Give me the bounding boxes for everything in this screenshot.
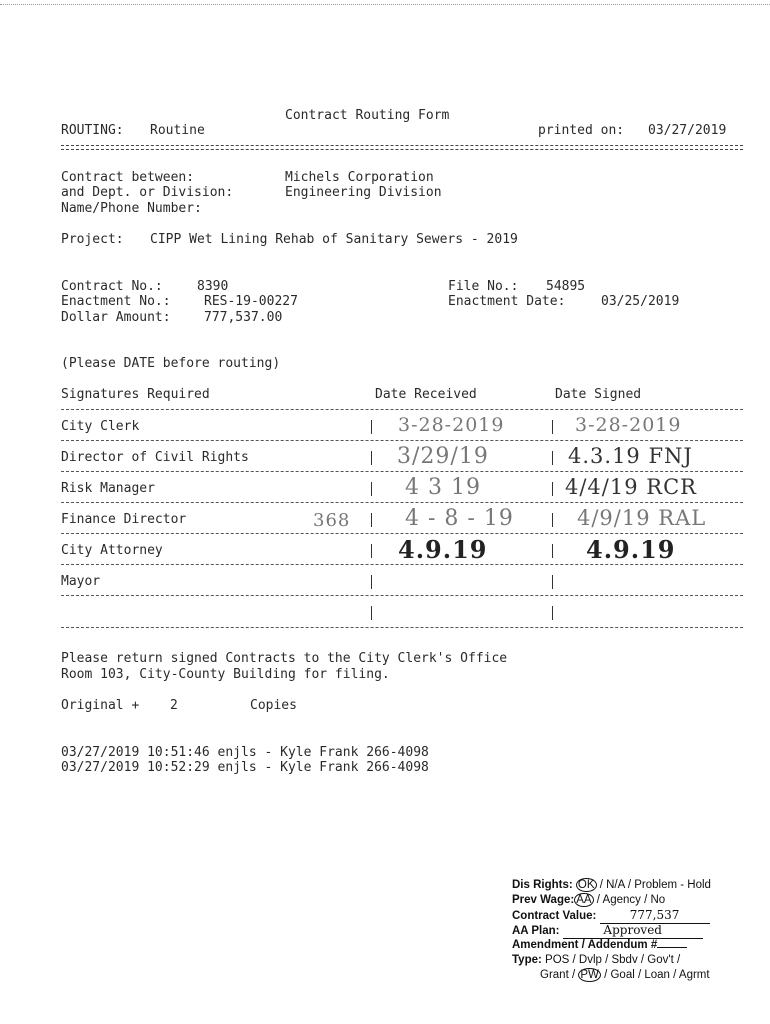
dis-rights-options: / N/A / Problem - Hold: [599, 879, 711, 891]
column-bar: [371, 420, 372, 434]
amendment-blank: [657, 947, 687, 948]
review-stamp: [512, 878, 732, 983]
row-divider: [61, 471, 743, 472]
date-signed-handwritten: 4.9.19: [586, 535, 676, 564]
type-options-pre: Grant /: [540, 969, 576, 981]
column-bar: [371, 544, 372, 558]
printed-date: 03/27/2019: [648, 123, 727, 138]
contract-value-handwritten: 777,537: [600, 908, 710, 924]
type-selected: PW: [580, 969, 599, 981]
copies-label: Original +: [61, 698, 140, 713]
dollar-amount: 777,537.00: [204, 310, 283, 325]
prev-wage-selected: AA: [576, 894, 592, 906]
role-label: Director of Civil Rights: [61, 450, 249, 465]
project-value: CIPP Wet Lining Rehab of Sanitary Sewers - 2019: [150, 232, 518, 247]
aa-plan-row: [512, 923, 732, 938]
date-signed-handwritten: 4/4/19 RCR: [565, 475, 697, 499]
type-options-line1: POS / Dvlp / Sbdv / Gov't /: [545, 954, 681, 966]
contract-no: 8390: [197, 279, 229, 294]
role-label: City Clerk: [61, 419, 140, 434]
column-bar: [371, 482, 372, 496]
enactment-date: 03/25/2019: [601, 294, 680, 309]
date-received-handwritten: 4.9.19: [398, 535, 488, 564]
enactment-no: RES-19-00227: [204, 294, 298, 309]
type-row: [512, 953, 732, 968]
name-phone-label: Name/Phone Number:: [61, 201, 202, 216]
project-label: Project:: [61, 232, 124, 247]
date-signed-handwritten: 4/9/19 RAL: [577, 506, 707, 530]
column-bar: [552, 482, 553, 496]
amendment-label: Amendment / Addendum #: [512, 939, 658, 951]
row-divider: [61, 627, 743, 628]
column-bar: [552, 544, 553, 558]
amendment-row: [512, 938, 732, 953]
contract-no-label: Contract No.:: [61, 279, 163, 294]
date-received-handwritten: 4 3 19: [405, 475, 481, 500]
date-received-handwritten: 3-28-2019: [398, 414, 505, 436]
prev-wage-options: / Agency / No: [596, 894, 666, 906]
column-bar: [371, 575, 372, 589]
scan-edge-line: [0, 4, 770, 5]
dept-label: and Dept. or Division:: [61, 185, 234, 200]
row-divider: [61, 564, 743, 565]
margin-note-handwritten: 368: [313, 510, 351, 531]
routing-label: ROUTING:: [61, 123, 124, 138]
column-bar: [552, 606, 553, 620]
type-label: Type:: [512, 954, 542, 966]
table-divider: [61, 409, 743, 410]
date-received-handwritten: 4 - 8 - 19: [405, 506, 514, 531]
type-options-post: / Goal / Loan / Agrmt: [604, 969, 710, 981]
row-divider: [61, 533, 743, 534]
role-label: Mayor: [61, 574, 101, 589]
col-signatures-required: Signatures Required: [61, 387, 210, 402]
col-date-received: Date Received: [375, 387, 477, 402]
dis-rights-selected: OK: [577, 879, 595, 891]
role-label: Finance Director: [61, 512, 187, 527]
column-bar: [371, 606, 372, 620]
col-date-signed: Date Signed: [555, 387, 642, 402]
role-label: Risk Manager: [61, 481, 155, 496]
dept-value: Engineering Division: [285, 185, 442, 200]
contract-value-row: [512, 908, 732, 923]
row-divider: [61, 502, 743, 503]
column-bar: [552, 451, 553, 465]
file-no: 54895: [546, 279, 586, 294]
prev-wage-label: Prev Wage:: [512, 894, 575, 906]
role-label: City Attorney: [61, 543, 163, 558]
prev-wage-row: [512, 893, 732, 908]
contract-value-label: Contract Value:: [512, 910, 597, 922]
column-bar: [552, 513, 553, 527]
copies-suffix: Copies: [250, 698, 297, 713]
dis-rights-row: [512, 878, 732, 893]
between-label: Contract between:: [61, 170, 195, 185]
type-row-2: [512, 968, 732, 983]
aa-plan-label: AA Plan:: [512, 925, 560, 937]
enactment-date-label: Enactment Date:: [448, 294, 566, 309]
aa-plan-handwritten: Approved: [563, 923, 703, 939]
file-no-label: File No.:: [448, 279, 519, 294]
row-divider: [61, 595, 743, 596]
column-bar: [552, 575, 553, 589]
enactment-no-label: Enactment No.:: [61, 294, 171, 309]
copies-count: 2: [170, 698, 178, 713]
between-value: Michels Corporation: [285, 170, 434, 185]
date-signed-handwritten: 4.3.19 FNJ: [568, 444, 693, 468]
form-title: Contract Routing Form: [285, 108, 450, 123]
date-signed-handwritten: 3-28-2019: [575, 414, 682, 436]
dis-rights-label: Dis Rights:: [512, 879, 573, 891]
date-received-handwritten: 3/29/19: [397, 444, 489, 469]
column-bar: [371, 513, 372, 527]
header-divider: [61, 145, 743, 150]
routing-value: Routine: [150, 123, 205, 138]
return-note-line1: Please return signed Contracts to the City Clerk's Office: [61, 651, 508, 666]
return-note-line2: Room 103, City-County Building for filing.: [61, 667, 390, 682]
log-entry: 03/27/2019 10:52:29 enjls - Kyle Frank 266-4098: [61, 760, 429, 775]
routing-note: (Please DATE before routing): [61, 356, 281, 371]
row-divider: [61, 440, 743, 441]
log-entry: 03/27/2019 10:51:46 enjls - Kyle Frank 266-4098: [61, 745, 429, 760]
column-bar: [371, 451, 372, 465]
printed-label: printed on:: [538, 123, 625, 138]
dollar-label: Dollar Amount:: [61, 310, 171, 325]
column-bar: [552, 420, 553, 434]
